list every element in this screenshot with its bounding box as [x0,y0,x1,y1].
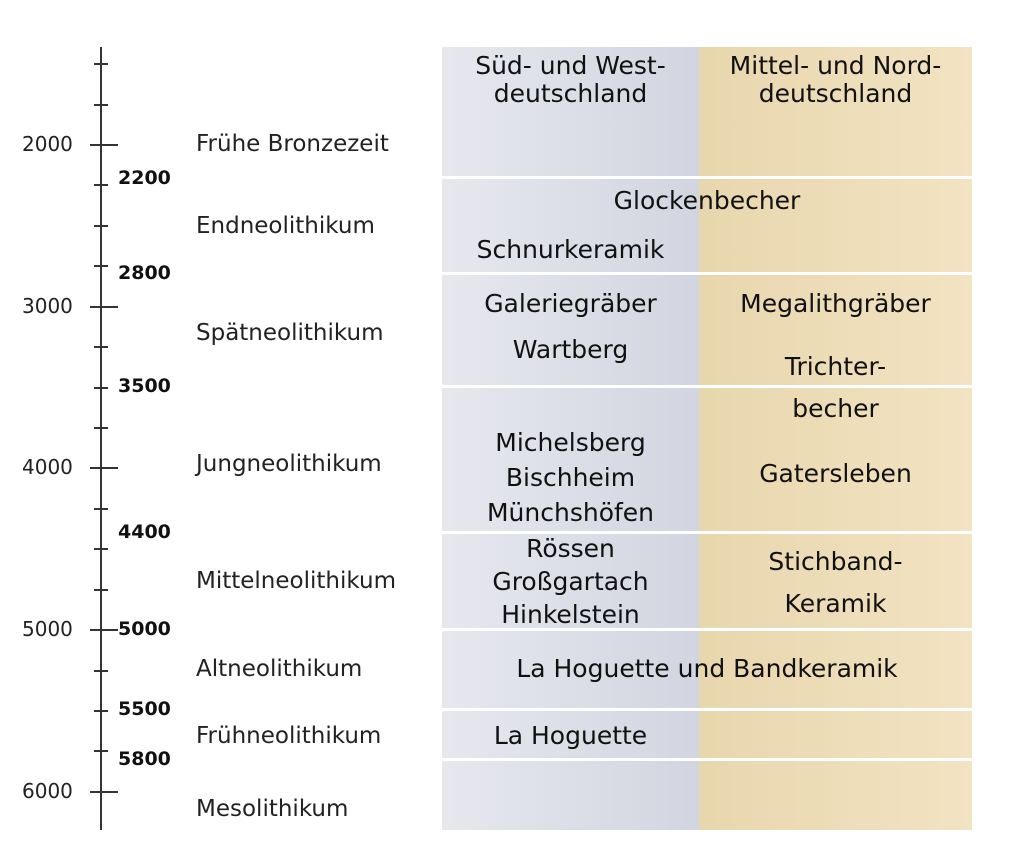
axis-minor-tick [94,184,108,186]
culture-grossgartach: Großgartach [492,567,649,596]
period-label: Mittelneolithikum [196,568,396,594]
axis-year-label: 6000 [22,779,73,803]
axis-major-tick [90,306,118,308]
header-line: Süd- und West- [475,51,666,80]
culture-group-jungneolithikum [442,425,699,530]
header-line: Mittel- und Nord- [729,51,942,80]
header-south-west [442,52,699,108]
axis-year-label: 3000 [22,294,73,318]
axis-major-tick [90,467,118,469]
culture-galeriegraeber: Galeriegräber [484,289,657,318]
culture-roessen: Rössen [526,534,615,563]
header-middle-north [699,52,972,108]
culture-megalithgraeber: Megalithgräber [740,289,931,318]
boundary-label: 2800 [118,262,171,284]
separator-2200 [442,176,972,179]
culture-line: becher [792,394,879,423]
period-label: Jungneolithikum [196,451,382,477]
culture-line: Stichband- [768,547,903,576]
period-label: Spätneolithikum [196,320,384,346]
axis-major-tick [90,629,118,631]
culture-stichbandkeramik [699,541,972,625]
culture-muenchshoefen: Münchshöfen [486,498,655,527]
boundary-label: 5500 [118,698,171,720]
axis-minor-tick [94,750,108,752]
period-label: Endneolithikum [196,213,375,239]
separator-2800 [442,272,972,275]
axis-minor-tick [94,63,108,65]
boundary-label: 5800 [118,748,171,770]
separator-5800 [442,758,972,761]
culture-michelsberg: Michelsberg [495,428,646,457]
axis-minor-tick [94,265,108,267]
culture-glockenbecher: Glockenbecher [613,186,801,215]
culture-hinkelstein: Hinkelstein [501,600,640,629]
period-label: Frühneolithikum [196,723,382,749]
culture-trichterbecher [699,346,972,430]
period-label: Altneolithikum [196,656,363,682]
region-column-middle-north [699,47,972,830]
axis-year-label: 4000 [22,455,73,479]
axis-major-tick [90,791,118,793]
axis-minor-tick [94,548,108,550]
axis-minor-tick [94,710,108,712]
axis-minor-tick [94,427,108,429]
culture-bischheim: Bischheim [505,463,636,492]
axis-minor-tick [94,670,108,672]
culture-group-mittelneolithikum [442,532,699,631]
separator-5500 [442,708,972,711]
culture-line: Keramik [784,589,887,618]
axis-major-tick [90,144,118,146]
boundary-label: 5000 [118,618,171,640]
boundary-label: 2200 [118,167,171,189]
axis-minor-tick [94,104,108,106]
culture-gatersleben: Gatersleben [759,459,912,488]
axis-minor-tick [94,225,108,227]
header-line: deutschland [493,79,648,108]
time-axis [100,47,102,830]
header-line: deutschland [758,79,913,108]
axis-minor-tick [94,346,108,348]
boundary-label: 4400 [118,521,171,543]
period-label: Frühe Bronzezeit [196,131,389,157]
culture-la-hoguette-und-bandkeramik: La Hoguette und Bandkeramik [516,654,898,683]
culture-schnurkeramik: Schnurkeramik [476,235,665,264]
culture-la-hoguette: La Hoguette [493,721,648,750]
culture-wartberg: Wartberg [512,335,629,364]
axis-minor-tick [94,508,108,510]
period-label: Mesolithikum [196,796,349,822]
axis-minor-tick [94,387,108,389]
boundary-label: 3500 [118,375,171,397]
axis-year-label: 2000 [22,132,73,156]
axis-minor-tick [94,589,108,591]
culture-line: Trichter- [784,352,887,381]
axis-year-label: 5000 [22,617,73,641]
